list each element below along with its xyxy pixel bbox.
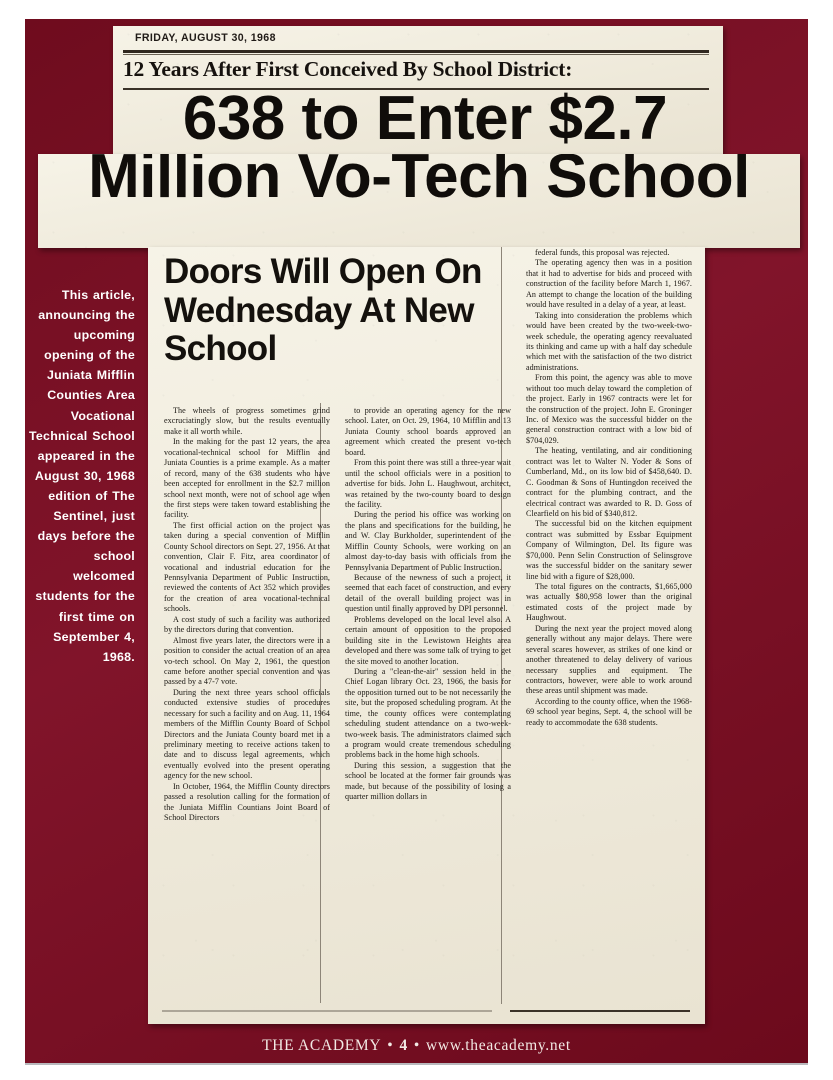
masthead-rule-top (123, 50, 709, 53)
clipping-article-panel (148, 247, 705, 1024)
article-paragraph: The first official action on the project was taken during a special convention of Mifflin County School directors on Sept. 27, 1956. At that convention, Clair F. Fitz, area coordinator of vocational and industrial education for the Pennsylvania Department of Public Instruction, reviewed the contents of Act 352 which provides for the creation of area vocational-technical schools. (164, 520, 330, 614)
footer-page-number: 4 (399, 1036, 408, 1054)
article-paragraph: federal funds, this proposal was rejected. (535, 248, 670, 257)
footer-publication: THE ACADEMY (262, 1036, 382, 1054)
article-column-3 (526, 248, 692, 1008)
article-paragraph: The heating, ventilating, and air conditioning contract was let to Walter N. Yoder & Sons of Cumberland, Md., on its low bid of $458,640. D. C. Goodman & Sons of Huntingdon received the contract for the plumbing contract, and the electrical contract was awarded to R. D. Goss of Clearfield on his bid of $340,812. (526, 446, 692, 518)
article-paragraph: to provide an operating agency for the new school. Later, on Oct. 29, 1964, 10 Mifflin and 13 Juniata County school boards approved an agreement which created the present vo-tech board. (345, 406, 511, 457)
article-caption: This article, announcing the upcoming opening of the Juniata Mifflin Counties Area Vocational Technical School appeared in the August 30, 1968 edition of The Sentinel, just days before the school welcomed students for the first time on September 4, 1968. (29, 288, 135, 664)
article-paragraph: During the next three years school officials conducted extensive studies of procedures necessary for such a facility and on Aug. 11, 1964 members of the Mifflin County Board of School Directors and the Juniata County board met in a preliminary meeting to receive actions taken to date and to discuss legal agreements, which eventually evolved into the present operating agency for the new school. (164, 687, 330, 781)
article-paragraph: The operating agency then was in a position that it had to advertise for bids and proceed with construction of the facility before March 1, 1967. An attempt to change the location of the building would have resulted in a delay of a year, at least. (526, 258, 692, 310)
footer-separator-2: • (413, 1036, 421, 1054)
article-paragraph: Taking into consideration the problems which would have been created by the two-week-two-week schedule, the operating agency reevaluated its thinking and came up with a half day schedule which met with the satisfaction of the two district administrations. (526, 310, 692, 372)
article-paragraph: In the making for the past 12 years, the area vocational-technical school for Mifflin and Juniata Counties is a prime example. As a matter of record, many of the 638 students who have been accepted for enrollment in the $2.7 million school next month, were not of school age when the first steps were taken toward establishing the facility. (164, 437, 330, 520)
article-paragraph: Because of the newness of such a project, it seemed that each facet of construction, and every detail of the overall building project was in question until finally approved by DPI personnel. (345, 573, 511, 614)
article-column-1 (164, 406, 330, 824)
article-paragraph: During a "clean-the-air" session held in the Chief Logan library Oct. 23, 1966, the basis for the opposition turned out to be not necessarily the site, but the proposed scheduling program. At the time, the county offices were contemplating scheduling student attendance on a two-week-two-week basis. The administrators claimed such a program would create tremendous scheduling problems back in the home high schools. (345, 666, 511, 760)
article-bottom-rule-left (162, 1010, 492, 1012)
main-headline-line-2: Million Vo-Tech School (88, 154, 750, 211)
article-paragraph: The total figures on the contracts, $1,665,000 was actually $80,958 lower than the original estimated costs of the project made by Haughwout. (526, 582, 692, 623)
footer-separator-1: • (387, 1036, 394, 1054)
article-paragraph: During the period his office was working on the plans and specifications for the building, he and W. Clay Burkholder, superintendent of the Mifflin County Schools, were working on an almost day-to-day basis with officials from the Pennsylvania Department of Public Instruction. (345, 510, 511, 572)
article-bottom-rule (510, 1010, 690, 1012)
headline-kicker: 12 Years After First Conceived By School District: (123, 57, 573, 81)
footer-website[interactable]: www.theacademy.net (426, 1036, 571, 1054)
article-paragraph: In October, 1964, the Mifflin County directors passed a resolution calling for the formation of the Juniata Mifflin Countians Joint Board of School Directors (164, 781, 330, 823)
article-paragraph: During this session, a suggestion that the school be located at the former fair grounds was made, but because of the possibility of losing a quarter million dollars in (345, 760, 511, 802)
clipping-headline-panel (38, 154, 800, 248)
article-paragraph: Almost five years later, the directors were in a position to consider the actual creation of an area vo-tech school. On May 2, 1961, the question came before another special convention and was passed by a 47-7 vote. (164, 635, 330, 687)
page-footer (25, 1028, 808, 1063)
article-paragraph: From this point there was still a three-year wait until the school officials were in a position to advertise for bids. John L. Haughwout, architect, was retained by the two-county board to design the facility. (345, 458, 511, 509)
newspaper-dateline: FRIDAY, AUGUST 30, 1968 (135, 32, 276, 44)
article-paragraph: From this point, the agency was able to move without too much delay toward the completion of the project. Early in 1967 contracts were let for the construction of the project. John E. Groninger Inc. of Mexico was the successful bidder on the general construction contract with a low bid of $704,029. (526, 373, 692, 445)
article-column-2 (345, 406, 511, 803)
article-paragraph: The wheels of progress sometimes grind excruciatingly slow, but the results eventually make it all worth while. (164, 406, 330, 436)
clipping-masthead-panel (113, 26, 723, 155)
footer-divider (25, 1063, 808, 1065)
article-paragraph: The successful bid on the kitchen equipment contract was submitted by Essbar Equipment Company of Wilmington, Del. Its figure was $70,000. Penn Selin Construction of Selinsgrove was the successful bidder on the sanitary sewer line bid with a figure of $28,000. (526, 519, 692, 581)
main-headline-line-1: 638 to Enter $2.7 (182, 84, 668, 153)
article-paragraph: A cost study of such a facility was authorized by the directors during that convention. (164, 614, 330, 635)
article-subheadline: Doors Will Open On Wednesday At New School (164, 252, 482, 368)
article-paragraph: Problems developed on the local level also. A certain amount of opposition to the proposed building site in the Lewistown Heights area developed and there was some talk of trying to get the site moved to another location. (345, 614, 511, 666)
article-paragraph: During the next year the project moved along generally without any major delays. There were several scares however, as strikes of one kind or another threatened to delay delivery of various necessary supplies and equipment. The contractors, however, were able to work around these areas until shipment was made. (526, 623, 692, 696)
article-paragraph: According to the county office, when the 1968-69 school year begins, Sept. 4, the school will be ready to accommodate the 638 students. (526, 696, 692, 727)
